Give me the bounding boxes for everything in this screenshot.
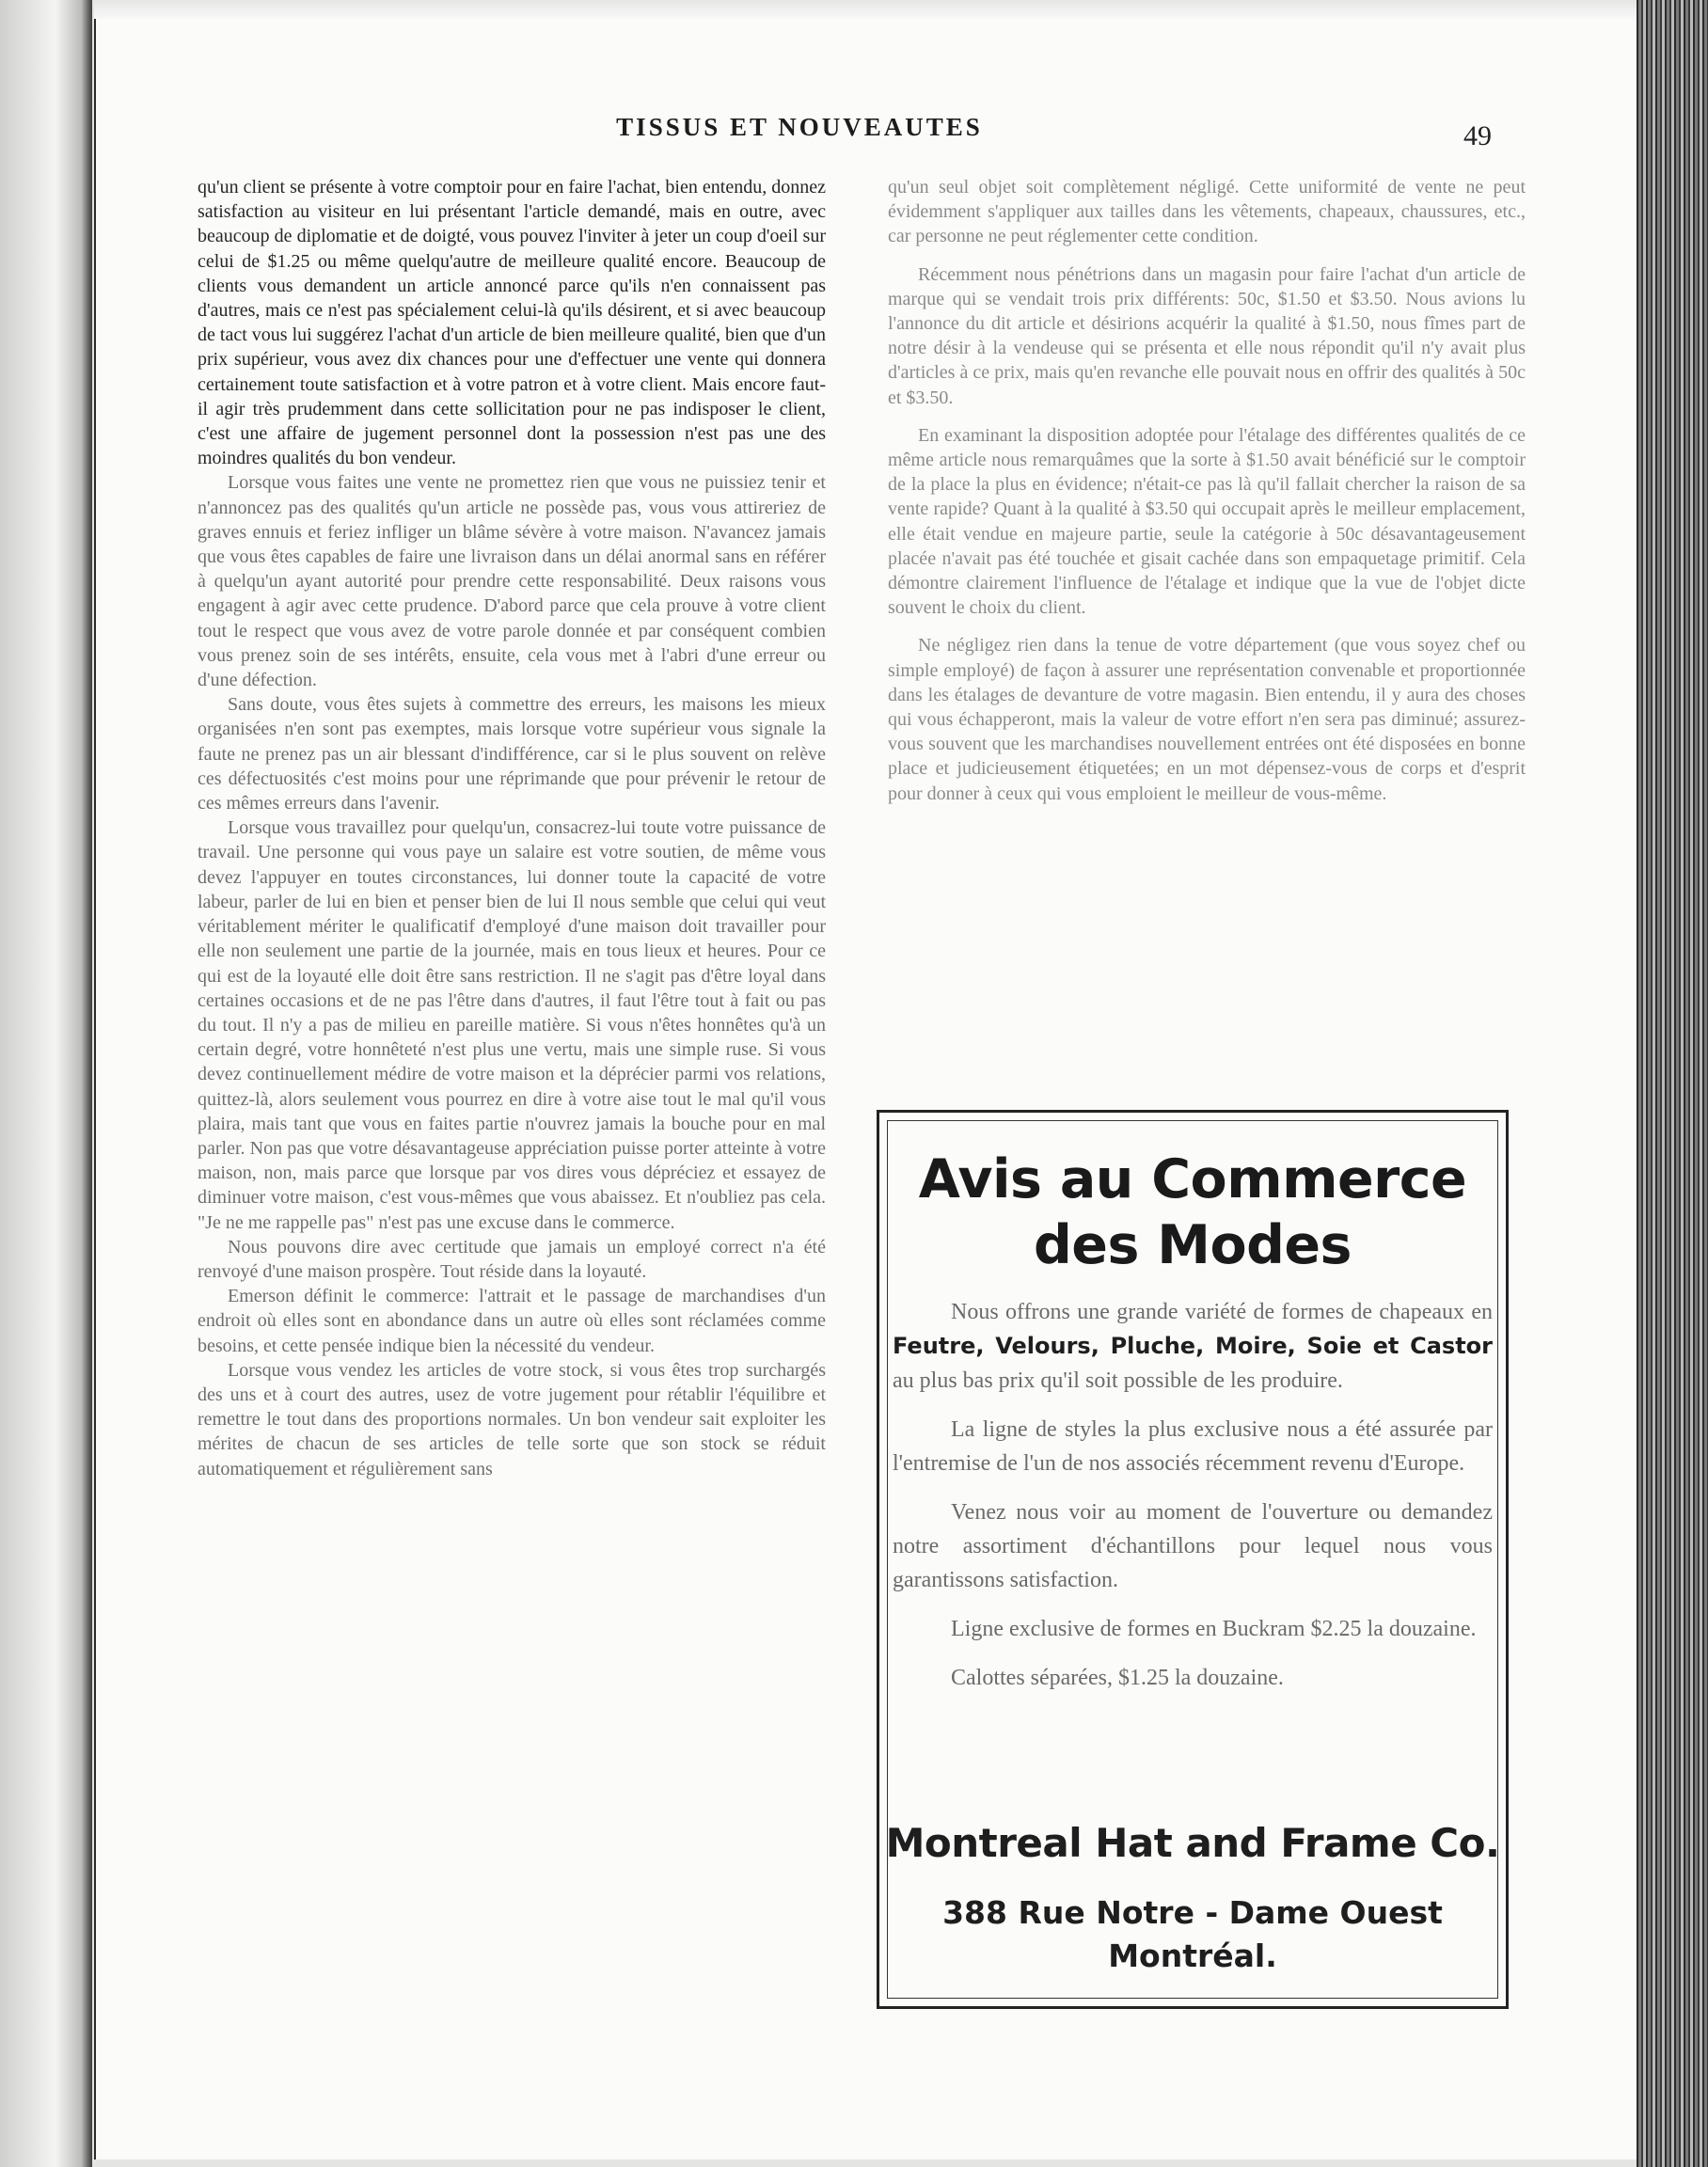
advertisement-address-line2: Montréal. [1108, 1938, 1277, 1974]
running-title: TISSUS ET NOUVEAUTES [616, 113, 983, 141]
paragraph: qu'un client se présente à votre comptoir pour en faire l'achat, bien entendu, donnez satisfaction au visiteur en lui présentant l'article demandé, mais en outre, avec beaucoup de diplomatie et de doigté, vous pouvez l'inviter à jeter un coup d'oeil sur celui de $1.25 ou même quelqu'autre de meilleure qualité encore. Beaucoup de clients vous demandent un article annoncé parce qu'ils n'en connaissent pas d'autres, mais ce n'est pas spécialement celui-là qu'ils désirent, et si avec beaucoup de tact vous lui suggérez l'achat d'un article de bien meilleure qualité, bien que d'un prix supérieur, vous avez dix chances pour une d'effectuer une vente qui donnera certainement toute satisfaction et à votre patron et à votre client. Mais encore faut-il agir très prudemment dans cette sollicitation pour ne pas indisposer le client, c'est une affaire de jugement personnel dont la possession n'est pas une des moindres qualités du bon vendeur. [198, 177, 826, 469]
advertisement-box [877, 1110, 1509, 2009]
paragraph: Emerson définit le commerce: l'attrait et le passage de marchandises d'un endroit où elles sont en abondance dans un autre où elles sont réclamées comme besoins, et cette pensée indique bien la nécessité du vendeur. [198, 1286, 826, 1356]
paragraph: Lorsque vous faites une vente ne promettez rien que vous ne puissiez tenir et n'annoncez pas des qualités qu'un article ne possède pas, vous vous attireriez de graves ennuis et feriez infliger un blâme sévère à votre maison. N'avancez jamais que vous êtes capables de faire une livraison dans un délai anormal sans en référer à quelqu'un ayant autorité pour prendre cette responsabilité. Deux raisons vous engagent à agir avec cette prudence. D'abord parce que cela prouve à votre client tout le respect que vous avez de votre parole donnée et par conséquent combien vous prenez soin de ses intérêts, ensuite, cela vous met à l'abri d'une erreur ou d'une défection. [198, 472, 826, 691]
advertisement-address-line1: 388 Rue Notre - Dame Ouest [942, 1894, 1443, 1931]
advertisement-title-line2: des Modes [1033, 1214, 1352, 1276]
paragraph: qu'un seul objet soit complètement négligé. Cette uniformité de vente ne peut évidemment s'appliquer aux tailles dans les vêtements, chapeaux, chaussures, etc., car personne ne peut réglementer cette condition. [888, 177, 1526, 247]
page-top-shadow [94, 0, 1708, 21]
advertisement-paragraph: Calottes séparées, $1.25 la douzaine. [951, 1666, 1284, 1690]
advertisement-text: au plus bas prix qu'il soit possible de les produire. [893, 1368, 1343, 1393]
paragraph: Nous pouvons dire avec certitude que jamais un employé correct n'a été renvoyé d'une maison prospère. Tout réside dans la loyauté. [198, 1236, 826, 1282]
paragraph: Sans doute, vous êtes sujets à commettre des erreurs, les maisons les mieux organisées n'en sont pas exemptes, mais lorsque votre supérieur vous signale la faute ne prenez pas un air blessant d'indifférence, car si le plus souvent on relève ces défectuosités c'est moins pour une réprimande que pour prévenir le retour de ces mêmes erreurs dans l'avenir. [198, 694, 826, 815]
advertisement-paragraph: La ligne de styles la plus exclusive nous a été assurée par l'entremise de l'un de nos associés récemment revenu d'Europe. [893, 1417, 1493, 1476]
paragraph: Ne négligez rien dans la tenue de votre département (que vous soyez chef ou simple employé) de façon à assurer une représentation convenable et proportionnée dans les étalages de devanture de votre magasin. Bien entendu, il y aura des choses qui vous échapperont, mais la valeur de votre effort n'en sera pas diminué; assurez-vous souvent que les marchandises nouvellement entrées ont été disposées en bonne place et judicieusement étiquetées; en un mot dépensez-vous de corps et d'esprit pour donner à ceux qui vous emploient le meilleur de vous-même. [888, 635, 1526, 804]
page-stack-edges [1637, 0, 1708, 2167]
advertisement-paragraph: Ligne exclusive de formes en Buckram $2.25 la douzaine. [951, 1617, 1477, 1641]
paragraph: Lorsque vous travaillez pour quelqu'un, consacrez-lui toute votre puissance de travail. Une personne qui vous paye un salaire est votre soutien, de même vous devez l'appuyer en toutes circonstances, lui donner toute la capacité de votre labeur, parler de lui en bien et penser bien de lui Il nous semble que celui qui veut véritablement mériter le qualificatif d'employé d'une maison doit travailler pour elle non seulement une partie de la journée, mais en tous lieux et heures. Pour ce qui est de la loyauté elle doit être sans restriction. Il ne s'agit pas d'être loyal dans certaines occasions et de ne pas l'être dans d'autres, il faut l'être tout à fait ou pas du tout. Il n'y a pas de milieu en pareille matière. Si vous n'êtes honnêtes qu'à un certain degré, votre honnêteté n'est plus une vertu, mais une simple ruse. Si vous devez continuellement médire de votre maison et la déprécier parmi vos relations, quittez-là, alors seulement vous pourrez en dire à votre aise tout le mal qu'il vous plaira, mais tant que vous en faites partie n'ouvrez jamais la bouche pour en mal parler. Non pas que votre désavantageuse appréciation puisse porter atteinte à votre maison, non, mais parce que lorsque par vos dires vous dépréciez et essayez de diminuer votre maison, c'est vous-mêmes que vous abaissez. Et n'oubliez pas cela. "Je ne me rappelle pas" n'est pas une excuse dans le commerce. [198, 817, 826, 1233]
advertisement-title [879, 1147, 1506, 1278]
advertisement-paragraph: Venez nous voir au moment de l'ouverture ou demandez notre assortiment d'échantillons pour lequel nous vous garantissons satisfaction. [893, 1500, 1493, 1592]
paragraph: En examinant la disposition adoptée pour l'étalage des différentes qualités de ce même article nous remarquâmes que la sorte à $1.50 avait bénéficié sur le comptoir de la place la plus en évidence; n'était-ce pas là qu'il fallait chercher la raison de sa vente rapide? Quant à la qualité à $3.50 qui occupait après le meilleur emplacement, elle était vendue en majeure partie, seule la catégorie à 50c désavantageusement placée n'avait pas été touchée et gisait cachée dans son empaquetage primitif. Cela démontre clairement l'influence de l'étalage et indique que la vue de l'objet dicte souvent le choix du client. [888, 424, 1526, 619]
paragraph: Lorsque vous vendez les articles de votre stock, si vous êtes trop surchargés des uns et à court des autres, usez de votre jugement pour rétablir l'équilibre et remettre le tout dans des proportions normales. Un bon vendeur sait exploiter les mérites de chacun de ses articles de telle sorte que son stock se réduit automatiquement et régulièrement sans [198, 1359, 826, 1479]
book-spine-left [0, 0, 92, 2167]
advertisement-body [893, 1295, 1493, 1710]
advertisement-paragraph [893, 1295, 1493, 1398]
advertisement-materials: Feutre, Velours, Pluche, Moire, Soie et Castor [893, 1333, 1493, 1359]
paragraph: Récemment nous pénétrions dans un magasin pour faire l'achat d'un article de marque qui se vendait trois prix différents: 50c, $1.50 et $3.50. Nous avions lu l'annonce du dit article et désirions acquérir la qualité à $1.50, nous fîmes part de notre désir à la vendeuse qui se présenta et elle nous répondit qu'il n'y avait plus d'articles à ce prix, mais qu'en revanche elle pouvait nous en offrir des qualités à 50c et $3.50. [888, 263, 1526, 408]
page-number: 49 [1463, 120, 1492, 151]
advertisement-title-line1: Avis au Commerce [918, 1148, 1467, 1210]
left-column [198, 175, 826, 1481]
advertisement-company: Montreal Hat and Frame Co. [885, 1820, 1500, 1866]
right-column [888, 175, 1526, 806]
advertisement-text: Nous offrons une grande variété de formes de chapeaux en [951, 1300, 1493, 1324]
advertisement-address [879, 1891, 1506, 1978]
